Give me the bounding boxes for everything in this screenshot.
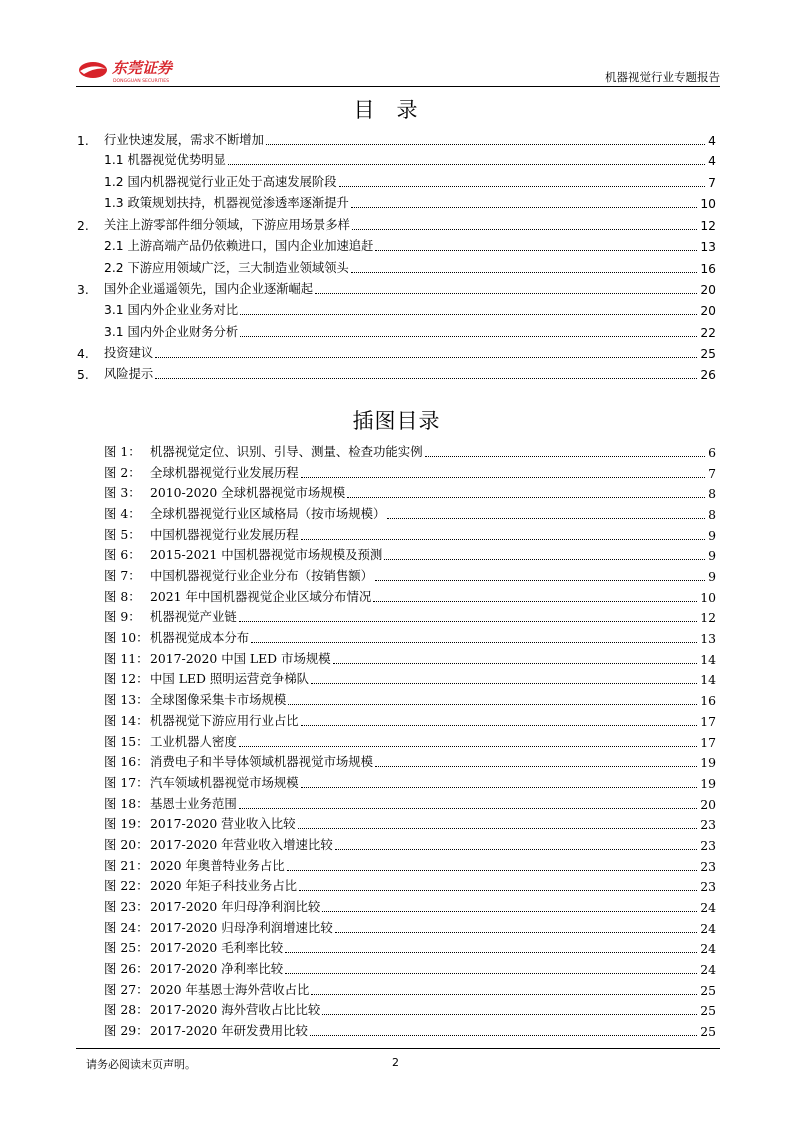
dot-leader — [310, 1035, 697, 1036]
figure-entry-label: 工业机器人密度 — [150, 733, 237, 749]
figure-entry-label: 2017-2020 营业收入比较 — [150, 816, 296, 832]
dot-leader — [335, 932, 698, 933]
dot-leader — [315, 293, 697, 294]
figure-entry-label: 2017-2020 中国 LED 市场规模 — [150, 650, 331, 666]
figure-entry-page: 25 — [700, 1003, 716, 1019]
figure-entry[interactable] — [104, 463, 716, 481]
figure-entry-page: 14 — [700, 672, 716, 688]
figure-entry-number: 图 12： — [104, 671, 149, 687]
figure-entry-label: 机器视觉产业链 — [150, 609, 237, 625]
figure-entry-page: 24 — [700, 941, 716, 957]
figure-entry-label: 汽车领域机器视觉市场规模 — [150, 774, 299, 790]
report-title: 机器视觉行业专题报告 — [605, 70, 720, 84]
toc-entry[interactable] — [104, 236, 716, 254]
figure-entry-label: 机器视觉成本分布 — [150, 630, 250, 646]
dot-leader — [335, 849, 698, 850]
figure-entry-label: 机器视觉定位、识别、引导、测量、检查功能实例 — [150, 444, 423, 459]
figure-entry[interactable] — [104, 773, 716, 791]
figure-entry[interactable] — [104, 587, 716, 605]
toc-entry-label: 投资建议 — [104, 346, 154, 360]
toc-entry[interactable] — [77, 130, 716, 148]
figure-entry-label: 机器视觉下游应用行业占比 — [150, 712, 299, 728]
figure-entry-label: 2010-2020 全球机器视觉市场规模 — [150, 485, 346, 501]
figure-entry-number: 图 20： — [104, 836, 149, 852]
toc-entry[interactable] — [104, 172, 716, 190]
toc-entry[interactable] — [77, 343, 716, 361]
toc-entry-label: 风险提示 — [104, 367, 154, 381]
figure-entry[interactable] — [104, 649, 716, 667]
figure-entry-number: 图 29： — [104, 1023, 149, 1039]
figure-entry-label: 中国机器视觉行业企业分布（按销售额） — [150, 568, 374, 584]
footer-rule — [76, 1048, 720, 1049]
figure-entry[interactable] — [104, 1021, 716, 1039]
dot-leader — [251, 642, 697, 643]
page-header — [76, 58, 720, 88]
dot-leader — [301, 787, 698, 788]
dot-leader — [384, 559, 705, 560]
toc-entry-label: 1.2 国内机器视觉行业正处于高速发展阶段 — [104, 175, 337, 189]
dot-leader — [239, 808, 697, 809]
figure-entry-label: 2020 年矩子科技业务占比 — [150, 878, 297, 894]
page-number: 2 — [392, 1056, 399, 1069]
figure-entry-label: 2015-2021 中国机器视觉市场规模及预测 — [150, 547, 383, 563]
figure-entry-page: 17 — [700, 713, 716, 729]
toc-entry-label: 3.1 国内外企业财务分析 — [104, 325, 239, 339]
toc-entry-number: 4. — [77, 347, 89, 361]
figure-entry[interactable] — [104, 711, 716, 729]
toc-entry[interactable] — [104, 193, 716, 211]
figure-entry-number: 图 11： — [104, 650, 149, 666]
figure-entry-page: 12 — [700, 610, 716, 626]
toc-entry-label: 3.1 国内外企业业务对比 — [104, 303, 239, 317]
toc-entry[interactable] — [77, 215, 716, 233]
figure-entry[interactable] — [104, 794, 716, 812]
figure-entry-page: 23 — [700, 879, 716, 895]
figure-entry[interactable] — [104, 525, 716, 543]
toc-entry-page: 7 — [708, 176, 716, 190]
figure-entry-number: 图 14： — [104, 712, 149, 728]
figure-entry-page: 10 — [700, 589, 716, 605]
figure-entry-label: 2017-2020 海外营收占比比较 — [150, 1002, 321, 1018]
figure-entry-number: 图 15： — [104, 733, 149, 749]
toc-entry[interactable] — [77, 364, 716, 382]
dot-leader — [352, 229, 697, 230]
figure-entry[interactable] — [104, 504, 716, 522]
figure-entry-number: 图 16： — [104, 754, 149, 770]
company-logo — [76, 58, 216, 86]
figure-entry[interactable] — [104, 938, 716, 956]
dot-leader — [375, 766, 697, 767]
toc-entry-page: 4 — [708, 134, 716, 148]
toc-entry-label: 关注上游零部件细分领域，下游应用场景多样 — [104, 218, 350, 232]
toc-entry-page: 22 — [700, 326, 716, 340]
figure-entry-number: 图 28： — [104, 1002, 149, 1018]
figure-entry[interactable] — [104, 856, 716, 874]
figure-entry-page: 8 — [708, 507, 716, 523]
figure-entry-page: 25 — [700, 982, 716, 998]
figure-entry-label: 2017-2020 年归母净利润比较 — [150, 898, 321, 914]
toc-entry-page: 16 — [700, 262, 716, 276]
dot-leader — [266, 144, 705, 145]
figure-entry[interactable] — [104, 732, 716, 750]
figure-entry-label: 全球图像采集卡市场规模 — [150, 692, 287, 708]
toc-entry-number: 1. — [77, 134, 89, 148]
figure-entry-number: 图 23： — [104, 898, 149, 914]
figure-entry-label: 基恩士业务范围 — [150, 795, 237, 811]
footer-disclaimer: 请务必阅读末页声明。 — [86, 1058, 196, 1071]
figure-entry-page: 25 — [700, 1024, 716, 1040]
dot-leader — [301, 477, 705, 478]
logo-mark-icon — [76, 58, 216, 86]
dot-leader — [285, 973, 697, 974]
figure-entry[interactable] — [104, 959, 716, 977]
figure-entry-page: 23 — [700, 858, 716, 874]
toc-entry-label: 2.2 下游应用领域广泛，三大制造业领域领头 — [104, 261, 349, 275]
dot-leader — [155, 357, 697, 358]
figure-entry-label: 2017-2020 净利率比较 — [150, 961, 284, 976]
figure-entry-number: 图 25： — [104, 940, 149, 956]
toc-entry-page: 26 — [700, 368, 716, 382]
figure-entry-page: 9 — [708, 527, 716, 543]
figure-entry[interactable] — [104, 669, 716, 687]
figure-entry-page: 14 — [700, 651, 716, 667]
toc-entry-label: 1.3 政策规划扶持，机器视觉渗透率逐渐提升 — [104, 196, 349, 210]
dot-leader — [288, 704, 697, 705]
dot-leader — [375, 580, 705, 581]
figure-entry-number: 图 13： — [104, 692, 149, 708]
figure-entry-page: 20 — [700, 796, 716, 812]
figure-entry-label: 全球机器视觉行业发展历程 — [150, 464, 299, 480]
toc-entry-label: 1.1 机器视觉优势明显 — [104, 153, 226, 167]
figure-entry[interactable] — [104, 545, 716, 563]
dot-leader — [239, 746, 697, 747]
figure-entry-page: 23 — [700, 817, 716, 833]
figure-entry-page: 9 — [708, 548, 716, 564]
figure-entry[interactable] — [104, 483, 716, 501]
toc-entry-page: 13 — [700, 240, 716, 254]
figure-list-title: 插图目录 — [352, 409, 441, 433]
figure-entry-number: 图 21： — [104, 857, 149, 873]
dot-leader — [375, 250, 697, 251]
figure-entry-label: 消费电子和半导体领域机器视觉市场规模 — [150, 754, 374, 770]
dot-leader — [387, 518, 705, 519]
figure-entry-number: 图 27： — [104, 981, 149, 997]
figure-entry-page: 19 — [700, 775, 716, 791]
toc-entry[interactable] — [104, 150, 716, 168]
toc-entry-page: 4 — [708, 154, 716, 168]
dot-leader — [287, 870, 698, 871]
dot-leader — [425, 456, 706, 457]
figure-entry-label: 2017-2020 年营业收入增速比较 — [150, 836, 333, 852]
toc-entry-number: 5. — [77, 368, 89, 382]
toc-entry-page: 25 — [700, 347, 716, 361]
figure-entry-label: 中国 LED 照明运营竞争梯队 — [150, 671, 309, 687]
dot-leader — [333, 663, 698, 664]
figure-entry[interactable] — [104, 1000, 716, 1018]
figure-entry-number: 图 24： — [104, 919, 149, 935]
figure-entry-number: 图 2： — [104, 464, 141, 480]
dot-leader — [285, 952, 697, 953]
dot-leader — [311, 994, 697, 995]
header-rule — [76, 86, 720, 87]
figure-entry-number: 图 19： — [104, 816, 149, 832]
figure-entry-number: 图 8： — [104, 588, 141, 604]
toc-title: 目录 — [353, 98, 440, 122]
figure-entry-label: 2017-2020 毛利率比较 — [150, 940, 284, 956]
figure-entry-number: 图 18： — [104, 795, 149, 811]
toc-entry[interactable] — [77, 279, 716, 297]
dot-leader — [339, 186, 706, 187]
figure-entry-number: 图 22： — [104, 878, 149, 894]
dot-leader — [240, 314, 697, 315]
toc-entry-label: 2.1 上游高端产品仍依赖进口，国内企业加速追赶 — [104, 239, 374, 253]
figure-entry-page: 17 — [700, 734, 716, 750]
toc-entry-number: 2. — [77, 219, 89, 233]
figure-entry-page: 16 — [700, 693, 716, 709]
figure-entry-page: 24 — [700, 899, 716, 915]
figure-entry-page: 9 — [708, 569, 716, 585]
toc-entry[interactable] — [104, 322, 716, 340]
toc-entry[interactable] — [104, 300, 716, 318]
figure-entry-number: 图 17： — [104, 774, 149, 790]
toc-entry-label: 国外企业遥遥领先，国内企业逐渐崛起 — [104, 282, 314, 296]
dot-leader — [311, 683, 697, 684]
figure-entry-page: 7 — [708, 465, 716, 481]
figure-entry[interactable] — [104, 690, 716, 708]
figure-entry-number: 图 5： — [104, 526, 141, 542]
dot-leader — [240, 336, 697, 337]
figure-entry[interactable] — [104, 752, 716, 770]
figure-entry-label: 全球机器视觉行业区域格局（按市场规模） — [150, 506, 386, 522]
dot-leader — [322, 1014, 697, 1015]
dot-leader — [155, 378, 697, 379]
figure-entry-number: 图 4： — [104, 506, 141, 522]
figure-entry-page: 24 — [700, 920, 716, 936]
toc-entry[interactable] — [104, 258, 716, 276]
figure-entry-number: 图 6： — [104, 547, 141, 563]
figure-entry[interactable] — [104, 628, 716, 646]
figure-entry[interactable] — [104, 835, 716, 853]
figure-entry-page: 8 — [708, 486, 716, 502]
dot-leader — [299, 890, 697, 891]
figure-entry-label: 2017-2020 归母净利润增速比较 — [150, 919, 333, 935]
toc-entry-page: 20 — [700, 283, 716, 297]
dot-leader — [301, 539, 705, 540]
figure-entry-page: 19 — [700, 755, 716, 771]
logo-text: 东莞证券 — [112, 59, 173, 77]
figure-entry[interactable] — [104, 442, 716, 460]
toc-entry-page: 10 — [700, 197, 716, 211]
toc-entry-number: 3. — [77, 283, 89, 297]
figure-entry[interactable] — [104, 876, 716, 894]
figure-entry[interactable] — [104, 814, 716, 832]
dot-leader — [351, 272, 698, 273]
dot-leader — [347, 497, 705, 498]
figure-entry-label: 2017-2020 年研发费用比较 — [150, 1023, 308, 1039]
dot-leader — [322, 911, 697, 912]
figure-entry-page: 6 — [708, 445, 716, 460]
figure-entry-label: 中国机器视觉行业发展历程 — [150, 526, 299, 542]
dot-leader — [373, 601, 697, 602]
figure-entry-label: 2021 年中国机器视觉企业区域分布情况 — [150, 588, 372, 604]
dot-leader — [298, 828, 698, 829]
figure-entry[interactable] — [104, 897, 716, 915]
dot-leader — [301, 725, 698, 726]
dot-leader — [351, 207, 698, 208]
logo-subtext: DONGGUAN SECURITIES — [113, 79, 170, 84]
toc-entry-page: 20 — [700, 304, 716, 318]
figure-entry[interactable] — [104, 980, 716, 998]
figure-entry-number: 图 7： — [104, 568, 141, 584]
figure-entry-number: 图 26： — [104, 961, 149, 976]
figure-entry-page: 13 — [700, 631, 716, 647]
toc-entry-page: 12 — [700, 219, 716, 233]
figure-entry-page: 24 — [700, 962, 716, 977]
figure-entry-number: 图 9： — [104, 609, 141, 625]
figure-entry-number: 图 10： — [104, 630, 149, 646]
figure-entry[interactable] — [104, 918, 716, 936]
dot-leader — [228, 164, 705, 165]
figure-entry[interactable] — [104, 607, 716, 625]
figure-entry[interactable] — [104, 566, 716, 584]
figure-entry-label: 2020 年基恩士海外营收占比 — [150, 981, 310, 997]
toc-entry-label: 行业快速发展，需求不断增加 — [104, 133, 264, 147]
figure-entry-label: 2020 年奥普特业务占比 — [150, 857, 285, 873]
figure-entry-number: 图 1： — [104, 444, 141, 459]
dot-leader — [239, 621, 697, 622]
figure-entry-page: 23 — [700, 837, 716, 853]
figure-entry-number: 图 3： — [104, 485, 141, 501]
